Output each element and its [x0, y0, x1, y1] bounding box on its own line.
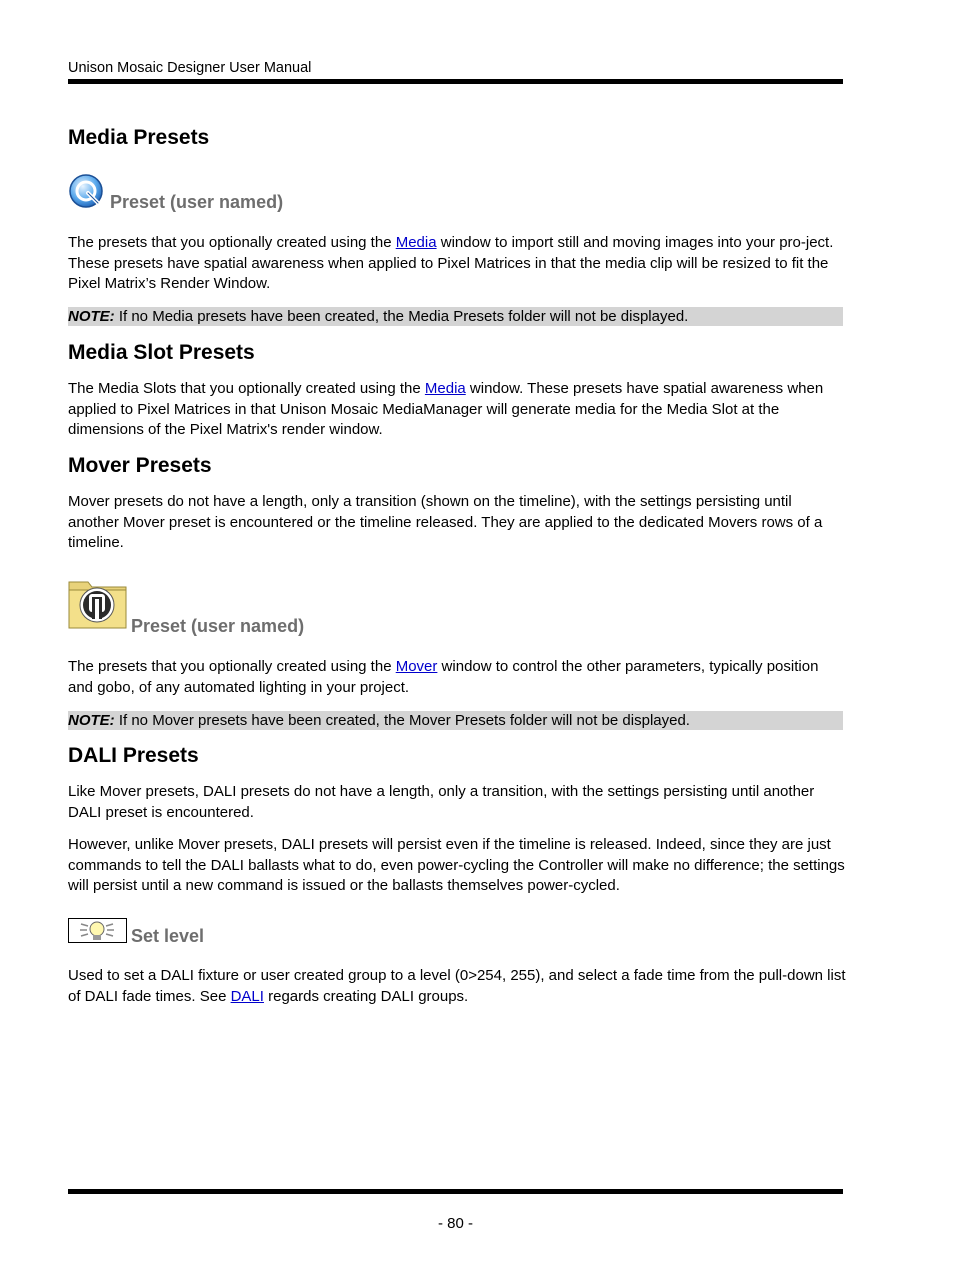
mover-preset-item-heading: Preset (user named)	[131, 616, 305, 636]
note-text: If no Media presets have been created, the Media Presets folder will not be displayed.	[114, 308, 689, 325]
media-preset-item-heading: Preset (user named)	[110, 192, 284, 212]
media-presets-heading: Media Presets	[68, 126, 210, 149]
paragraph-text: The presets that you optionally created using the	[68, 234, 396, 251]
mover-link[interactable]: Mover	[395, 658, 438, 675]
paragraph-text: The presets that you optionally created using the	[68, 658, 396, 675]
media-presets-paragraph	[68, 233, 846, 295]
dali-link[interactable]: DALI	[230, 987, 264, 1005]
mover-preset-folder-icon	[68, 578, 128, 635]
dali-presets-paragraph-2: However, unlike Mover presets, DALI presets will persist even if the timeline is released. Indeed, since they are just commands to tell the DALI ballasts what to do, even power-cycling the Controller will make no difference; the settings will persist until a new command is issued or the ballasts themselves power-cycled.	[68, 836, 845, 895]
dali-presets-paragraph-1: Like Mover presets, DALI presets do not have a length, only a transition, with the settings persisting until another DALI preset is encountered.	[68, 783, 815, 821]
note-text: If no Mover presets have been created, the Mover Presets folder will not be displayed.	[114, 712, 690, 729]
page-number: - 80 -	[437, 1215, 473, 1232]
media-link[interactable]: Media	[395, 234, 437, 251]
dali-set-level-heading: Set level	[131, 926, 205, 946]
media-preset-icon	[68, 173, 106, 216]
media-link[interactable]: Media	[424, 380, 466, 397]
paragraph-text: Used to set a DALI fixture or user created group to a level (0>254, 255), and select a fade time from the pull-down list of DALI fade times. See	[68, 967, 846, 1005]
dali-set-level-paragraph	[68, 966, 846, 1007]
header-rule	[68, 79, 843, 84]
paragraph-text: The Media Slots that you optionally created using the	[68, 380, 425, 397]
mover-presets-note	[68, 711, 843, 730]
mover-presets-heading: Mover Presets	[68, 454, 212, 477]
note-label: NOTE:	[68, 712, 115, 729]
paragraph-text: window. These presets have spatial awareness when applied to Pixel Matrices in that Unison Mosaic MediaManager will generate media for the Media Slot at the dimensions of the Pixel Matrix's render window.	[68, 380, 824, 439]
mover-presets-paragraph: Mover presets do not have a length, only a transition (shown on the timeline), with the settings persisting until another Mover preset is encountered or the timeline released. They are applied to the dedicated Movers rows of a timeline.	[68, 493, 823, 552]
lightbulb-icon	[68, 918, 127, 949]
footer-rule	[68, 1189, 843, 1194]
media-presets-note	[68, 307, 843, 326]
media-slot-presets-paragraph	[68, 379, 846, 441]
paragraph-text: window to control the other parameters, typically position and gobo, of any automated lighting in your project.	[68, 658, 819, 696]
media-slot-presets-heading: Media Slot Presets	[68, 341, 255, 364]
mover-preset-paragraph	[68, 657, 846, 698]
note-label: NOTE:	[68, 308, 115, 325]
document-header-title: Unison Mosaic Designer User Manual	[68, 60, 312, 76]
paragraph-text: window to import still and moving images into your pro-ject. These presets have spatial awareness when applied to Pixel Matrices in that the media clip will be resized to fit the Pixel Matrix’s Render Window.	[68, 234, 834, 293]
paragraph-text: regards creating DALI groups.	[263, 987, 469, 1005]
dali-presets-heading: DALI Presets	[68, 744, 199, 767]
